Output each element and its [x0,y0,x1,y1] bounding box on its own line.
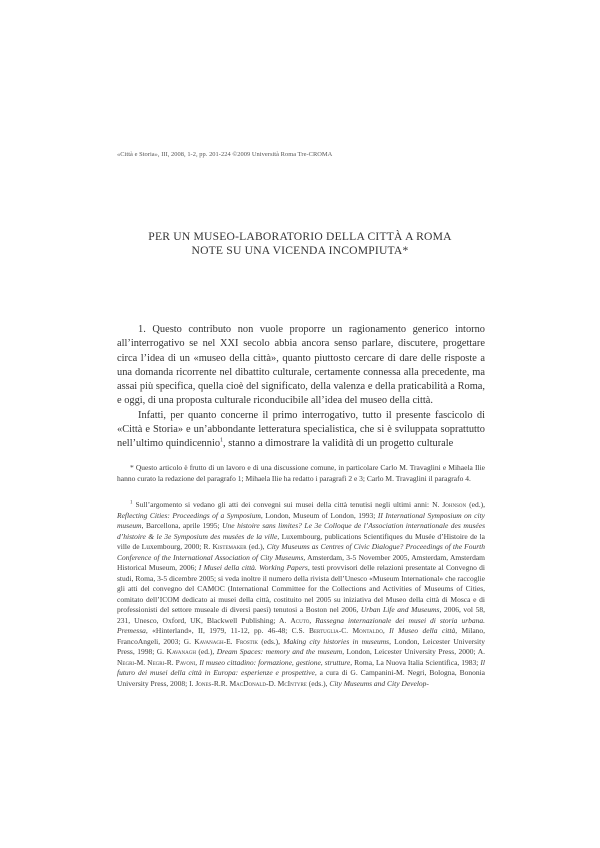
footnote-1-content [117,500,485,688]
footnote-1-segment: City Museums and City Develop- [329,678,429,688]
footnote-1-segment: City Museums as Centres of Civic Dialogue? Proceedings of the Fourth Conference of the International Association of City Museums [117,542,485,562]
footnote-1-segment: II International Symposium on city museum [117,510,485,530]
title-line-2-text: NOTE SU UNA VICENDA INCOMPIUTA [191,243,403,257]
footnote-1-segment: , Barcellona, aprile 1995; [141,521,223,530]
paragraph-2-text-a: Infatti, per quanto concerne il primo interrogativo, tutto il presente fascicolo di «Città e Storia» e un’abbondante letteratura specialistica, che si è sviluppata soprattutto nell’ultimo quindicennio [117,409,485,450]
footnote-1-text [117,500,485,689]
title-line-1: PER UN MUSEO-LABORATORIO DELLA CITTÀ A ROMA [148,230,452,243]
footnote-1-segment: Kistemaker [212,542,247,551]
footnote-1-segment: Sull’argomento si vedano gli atti dei convegni sui musei della città tenutisi negli ultimi anni: N. [132,500,443,509]
footnote-1-segment: Une histoire sans limites? Le 3e Colloque de l’Association internationale des musées d’histoire & le 3e Symposium des musées de la ville [117,521,485,541]
footnote-1-segment: , Roma, La Nuova Italia Scientifica, 1983; [350,657,481,667]
footnote-1-segment: Bertuglia [309,626,339,635]
footnote-1-segment: Il museo cittadino: formazione, gestione, strutture [199,657,351,667]
footnote-1-segment: , Milano, FrancoAngeli, 2003; G. [117,626,486,646]
footnote-1-segment: -D. [266,678,278,688]
footnote-1-segment: Jones [195,678,212,688]
footnote-1-segment: -E. [223,636,236,646]
footnote-1-segment: Dream Spaces: memory and the museum [216,647,343,656]
footnote-1-segment: , Luxembourg, publications Scientifiques du Musée d’Histoire de la ville de Luxembourg, 2000; R. [117,531,486,551]
footnote-1-segment: (eds.), [258,636,284,646]
footnote-1-segment: Montaldo [352,626,383,635]
footnote-1-segment: , London, Leicester University Press, 1998; G. [117,636,485,656]
footnote-star [117,463,485,484]
footnote-1-segment: (eds.), [306,678,330,688]
footnote-1 [117,500,485,689]
paragraph-1: 1. Questo contributo non vuole proporre un ragionamento generico intorno all’interrogativo se nel XXI secolo abbia ancora senso parlare, discutere, progettare circa l’idea di un «museo della città», quanto piuttosto cercare di dare delle risposte a una domanda ricorrente nel dibattito culturale, certamente connessa alla precedente, ma assai più specifica, quella cioè del significato, della valenza e della praticabilità a Roma, e oggi, di una proposta culturale riconducibile all’idea del museo della città. [117,324,485,407]
footnote-1-segment: , [309,615,316,625]
title-line-2 [117,244,483,258]
footnote-1-segment: -R. [164,657,176,667]
footnote-1-segment: , [195,657,200,667]
footnote-1-segment: Kavanagh [194,636,224,646]
footnote-1-segment: , London, Museum of London, 1993; [260,510,378,520]
footnote-1-segment: , [382,626,390,635]
footnote-1-segment: Reflecting Cities: Proceedings of a Symposium [117,510,261,520]
footnote-1-segment: , testi provvisori delle relazioni presentate al Convegno di studi, Roma, 3-5 dicembre 2005; si veda inoltre il numero della rivista dell’Unesco «Museum International» che raccoglie gli atti del convegno del CAMOC (International Committee for the Collections and Activities of Museums of Cities, comitato dell’ICOM dedicato ai musei della città, costituito nel 2005 su iniziativa del Museo della città di Mosca e di professionisti del settore museale di diversi paesi) tenutosi a Boston nel 2006, [117,563,485,614]
paragraph-2-text-b: , stanno a dimostrare la validità di un progetto culturale [223,438,454,450]
footnote-1-segment: (ed.), [466,500,485,509]
footnote-1-segment: Negri [117,657,135,667]
footnote-1-segment: , Amsterdam, 3-5 November 2005, Amsterdam, Amsterdam Historical Museum, 2006; [117,552,485,572]
footnote-1-segment: , «Hinterland», II, 1979, 11-12, pp. 46-48; C.S. [145,626,309,635]
footnote-1-segment: Rassegna internazionale dei musei di storia urbana. Premessa [117,615,485,635]
footnote-1-segment: -R.R. [211,678,230,688]
footnote-1-segment: (ed.), [195,647,217,656]
footnote-1-segment: Negri [147,657,165,667]
footnote-1-segment: McIntyre [277,678,307,688]
footnote-1-segment: -C. [338,626,353,635]
article-body [117,323,485,452]
footnote-1-segment: Acuto [290,615,310,625]
footnote-1-segment: I Musei della città. Working Papers [198,563,308,572]
footnote-1-segment: Johnson [442,500,467,509]
footnote-1-segment: Il Museo della città [389,626,456,635]
footnote-star-text: * Questo articolo è frutto di un lavoro e di una discussione comune, in particolare Carlo M. Travaglini e Mihaela Ilie hanno curato la redazione del paragrafo 1; Mihaela Ilie ha redatto i paragrafi 2 e 3; Carlo M. Travaglini il paragrafo 4. [117,463,485,483]
footnote-1-segment: (ed.), [246,542,267,551]
footnote-1-segment: , 2006, vol 58, 231, Unesco, Oxford, UK, Blackwell Publishing; A. [117,605,485,625]
footnote-1-segment: Il futuro dei musei della città in Europa: esperienze e prospettive [117,657,486,677]
footnote-1-segment: , a cura di G. Campanini-M. Negri, Bologna, Bononia University Press, 2008; I. [117,668,485,688]
footnote-1-segment: Frostik [235,636,259,646]
footnote-1-segment: MacDonald [229,678,266,688]
journal-citation-header: «Città e Storia», III, 2008, 1-2, pp. 201-224 ©2009 Università Roma Tre-CROMA [117,151,333,158]
title-footnote-mark: * [402,243,409,257]
footnote-1-segment: Pavoni [175,657,196,667]
footnote-ref-1[interactable]: 1 [220,437,224,444]
footnote-1-segment: Kavanagh [166,647,196,656]
footnote-1-segment: Making city histories in museums [283,636,390,646]
footnote-1-segment: , London, Leicester University Press, 2000; A. [342,647,485,656]
paragraph-2 [117,409,485,452]
footnote-1-number: 1 [130,500,133,506]
footnote-1-segment: -M. [134,657,148,667]
article-title [117,230,483,257]
footnote-1-segment: Urban Life and Museums [360,605,440,614]
